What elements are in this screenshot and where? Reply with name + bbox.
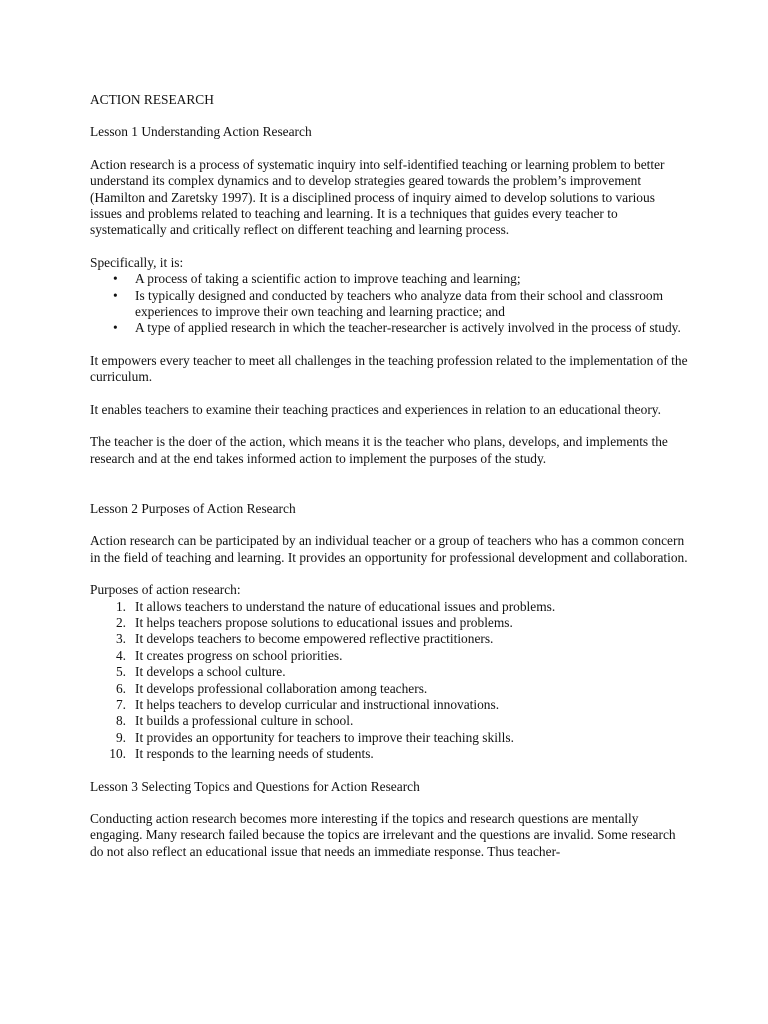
list-item [90, 730, 690, 746]
lesson-3-intro: Conducting action research becomes more interesting if the topics and research questions are mentally engaging. Many research failed because the topics are irrelevant and the questions are invalid. Some research do not also reflect an educational issue that needs an immediate response. Thus teacher- [90, 811, 676, 859]
lesson-1-paragraph-2: It empowers every teacher to meet all challenges in the teaching profession related to the implementation of the curriculum. [90, 352, 688, 385]
list-number: 10. [109, 746, 126, 762]
bullet-text: Is typically designed and conducted by teachers who analyze data from their school and classroom experiences to improve their own teaching and learning practice; and [135, 287, 664, 320]
list-item-text: It provides an opportunity for teachers to improve their teaching skills. [135, 729, 514, 745]
lesson-2-heading: Lesson 2 Purposes of Action Research [90, 500, 296, 516]
specifically-label: Specifically, it is: [90, 254, 184, 270]
list-item [90, 664, 690, 680]
section-spacer [90, 483, 690, 501]
list-item-text: It responds to the learning needs of students. [135, 746, 374, 762]
list-number: 8. [115, 713, 126, 729]
lesson-1-paragraph-4: The teacher is the doer of the action, which means it is the teacher who plans, develops, and implements the research and at the end takes informed action to implement the purposes of the study. [90, 434, 668, 466]
lesson-1-intro: Action research is a process of systematic inquiry into self-identified teaching or learning problem to better understand its complex dynamics and to develop strategies geared towards the problem’s improvement (Hamilton and Zaretsky 1997). It is a disciplined process of inquiry aimed to develop solutions to various issues and problems related to teaching and learning. It is a techniques that guides every teacher to systematically and critically reflect on different teaching and learning process. [90, 156, 665, 238]
list-item-text: It helps teachers to develop curricular and instructional innovations. [135, 696, 500, 712]
purposes-list [90, 599, 690, 763]
list-number: 4. [115, 647, 126, 663]
list-number: 6. [115, 680, 126, 696]
lesson-2-intro: Action research can be participated by an individual teacher or a group of teachers who has a common concern in the field of teaching and learning. It provides an opportunity for professional development and collaboration. [90, 533, 688, 565]
list-number: 1. [115, 598, 126, 614]
list-number: 5. [115, 664, 126, 680]
bullet-text: A process of taking a scientific action to improve teaching and learning; [135, 271, 521, 287]
list-item-text: It creates progress on school priorities. [135, 647, 343, 663]
list-item-text: It develops professional collaboration among teachers. [135, 680, 428, 696]
bullet-icon: • [113, 271, 118, 287]
list-item [90, 697, 690, 713]
list-number: 2. [115, 614, 126, 630]
list-item [90, 615, 690, 631]
list-number: 9. [115, 729, 126, 745]
bullet-item [90, 288, 690, 321]
lesson-1-heading: Lesson 1 Understanding Action Research [90, 124, 312, 140]
document-title: ACTION RESEARCH [90, 92, 214, 107]
list-number: 7. [115, 696, 126, 712]
list-item-text: It helps teachers propose solutions to educational issues and problems. [135, 614, 513, 630]
list-item [90, 681, 690, 697]
document-body [90, 92, 690, 876]
lesson-1-bullet-list [90, 271, 690, 337]
bullet-icon: • [113, 287, 118, 303]
list-item [90, 631, 690, 647]
list-item-text: It develops a school culture. [135, 664, 286, 680]
list-number: 3. [115, 631, 126, 647]
list-item [90, 746, 690, 762]
bullet-text: A type of applied research in which the teacher-researcher is actively involved in the process of study. [135, 320, 681, 336]
bullet-item [90, 320, 690, 336]
lesson-3-heading: Lesson 3 Selecting Topics and Questions for Action Research [90, 778, 420, 794]
bullet-icon: • [113, 320, 118, 336]
list-item [90, 713, 690, 729]
list-item [90, 599, 690, 615]
list-item-text: It builds a professional culture in school. [135, 713, 354, 729]
bullet-item [90, 271, 690, 287]
list-item-text: It allows teachers to understand the nature of educational issues and problems. [135, 598, 556, 614]
list-item [90, 648, 690, 664]
lesson-1-paragraph-3: It enables teachers to examine their teaching practices and experiences in relation to an educational theory. [90, 401, 661, 417]
list-item-text: It develops teachers to become empowered reflective practitioners. [135, 631, 494, 647]
purposes-label: Purposes of action research: [90, 582, 241, 598]
